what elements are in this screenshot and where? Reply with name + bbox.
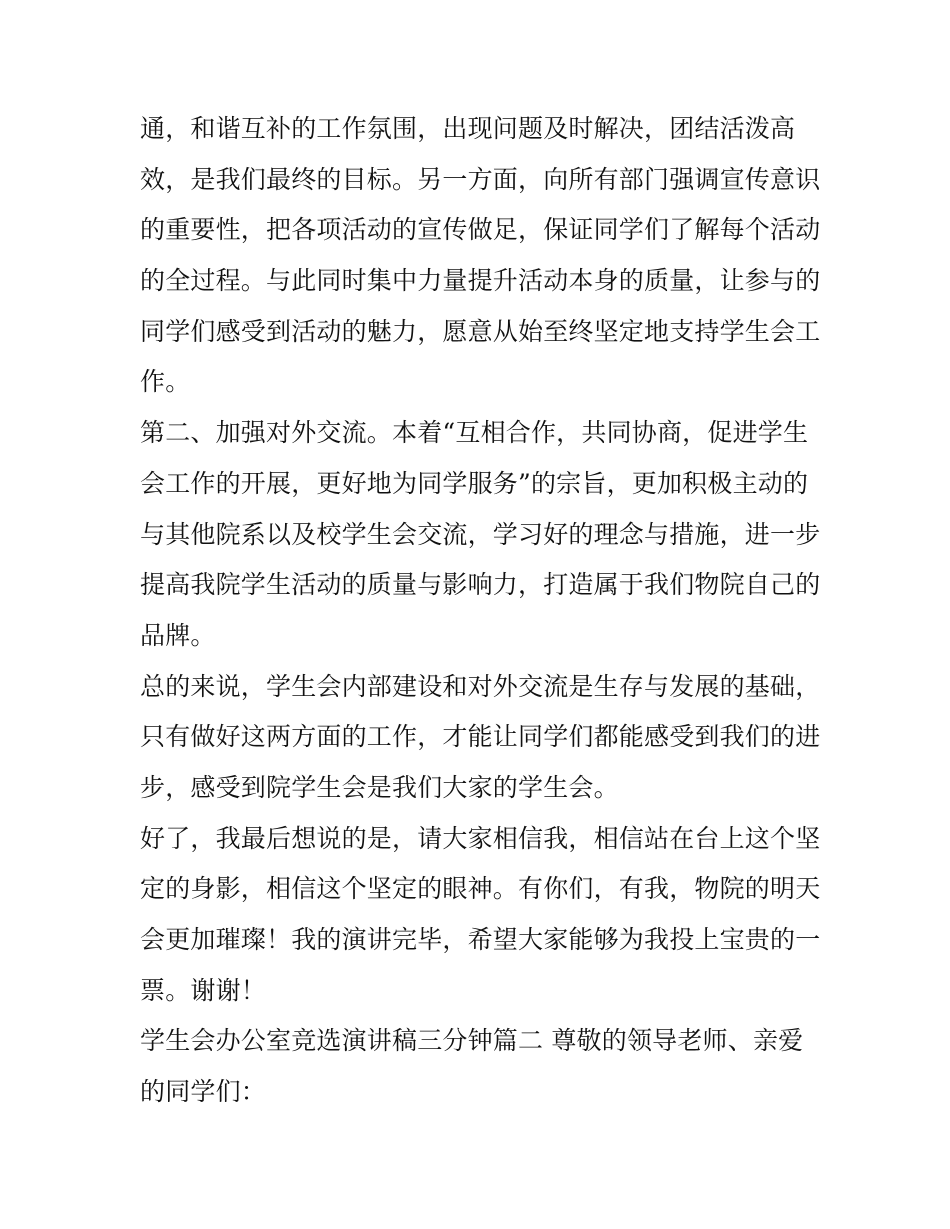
text-line: 步，感受到院学生会是我们大家的学生会。 xyxy=(140,772,619,802)
text-line: 总的来说，学生会内部建设和对外交流是生存与发展的基础， xyxy=(140,671,821,701)
text-line: 与其他院系以及校学生会交流，学习好的理念与措施，进一步 xyxy=(140,519,821,549)
text-line: 只有做好这两方面的工作，才能让同学们都能感受到我们的进 xyxy=(140,722,821,752)
text-line: 票。谢谢！ xyxy=(140,975,267,1005)
text-line: 提高我院学生活动的质量与影响力，打造属于我们物院自己的 xyxy=(140,570,821,600)
text-line: 品牌。 xyxy=(140,620,216,650)
text-line: 作。 xyxy=(140,367,191,397)
text-line: 的同学们： xyxy=(140,1077,267,1107)
text-line: 定的身影，相信这个坚定的眼神。有你们，有我，物院的明天 xyxy=(140,874,821,904)
text-line: 好了，我最后想说的是，请大家相信我，相信站在台上这个坚 xyxy=(140,823,821,853)
text-line: 会更加璀璨！我的演讲完毕，希望大家能够为我投上宝贵的一 xyxy=(140,925,821,954)
text-line: 会工作的开展，更好地为同学服务”的宗旨，更加积极主动的 xyxy=(140,468,809,498)
text-line: 学生会办公室竞选演讲稿三分钟篇二 尊敬的领导老师、亲爱 xyxy=(140,1026,804,1056)
text-line: 的全过程。与此同时集中力量提升活动本身的质量，让参与的 xyxy=(140,266,821,296)
body-text xyxy=(140,104,820,1118)
text-line: 效，是我们最终的目标。另一方面，向所有部门强调宣传意识 xyxy=(140,164,821,194)
text-line: 同学们感受到活动的魅力，愿意从始至终坚定地支持学生会工 xyxy=(140,316,821,346)
text-line: 的重要性，把各项活动的宣传做足，保证同学们了解每个活动 xyxy=(140,215,821,245)
text-line: 通，和谐互补的工作氛围，出现问题及时解决，团结活泼高 xyxy=(140,114,796,143)
text-line: 第二、加强对外交流。本着“互相合作，共同协商，促进学生 xyxy=(140,418,809,448)
